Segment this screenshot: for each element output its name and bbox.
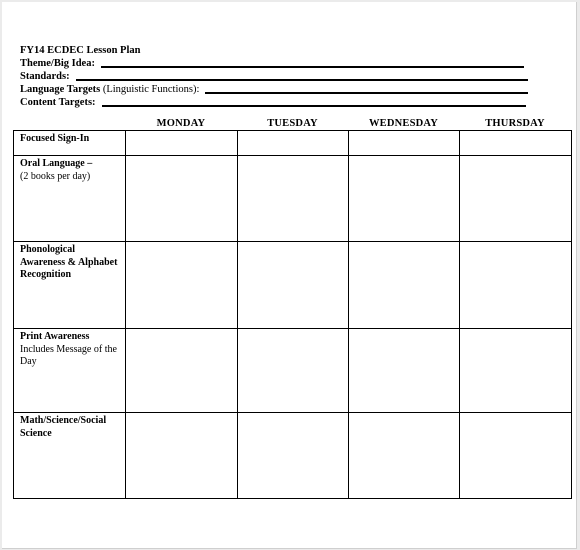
content-targets-fill-line[interactable]: [102, 105, 526, 107]
table-cell[interactable]: [460, 156, 572, 242]
lesson-plan-header: [20, 44, 540, 109]
day-header-tuesday: TUESDAY: [267, 118, 318, 129]
row-label-bold: Focused Sign-In: [20, 133, 90, 144]
table-cell[interactable]: [460, 329, 572, 413]
row-label-focused-sign-in: [14, 131, 126, 156]
theme-label: Theme/Big Idea:: [20, 58, 95, 69]
table-cell[interactable]: [238, 413, 349, 499]
language-targets-line: [20, 83, 528, 96]
row-label-note: Includes Message of the Day: [20, 343, 117, 367]
table-cell[interactable]: [349, 242, 460, 329]
row-label-bold: Phonological Awareness & Alphabet Recognition: [20, 244, 118, 280]
table-cell[interactable]: [126, 413, 238, 499]
theme-fill-line[interactable]: [101, 66, 524, 68]
row-label-bold: Print Awareness: [20, 331, 90, 342]
table-cell[interactable]: [126, 156, 238, 242]
table-row: [14, 156, 572, 242]
row-label-bold: Oral Language –: [20, 158, 93, 169]
document-title-line: [20, 44, 540, 57]
lesson-plan-table: [13, 130, 572, 499]
table-cell[interactable]: [460, 131, 572, 156]
standards-label: Standards:: [20, 71, 70, 82]
table-row: [14, 131, 572, 156]
lesson-plan-page: [2, 2, 577, 549]
table-cell[interactable]: [349, 413, 460, 499]
day-header-wednesday: WEDNESDAY: [368, 118, 439, 129]
row-label-math-science: [14, 413, 126, 499]
document-title: FY14 ECDEC Lesson Plan: [20, 45, 141, 56]
table-cell[interactable]: [238, 242, 349, 329]
table-cell[interactable]: [126, 242, 238, 329]
language-targets-label-sub: (Linguistic Functions):: [102, 84, 200, 95]
table-cell[interactable]: [460, 413, 572, 499]
table-cell[interactable]: [238, 131, 349, 156]
table-cell[interactable]: [349, 131, 460, 156]
table-cell[interactable]: [126, 131, 238, 156]
standards-fill-line[interactable]: [76, 79, 528, 81]
row-label-note: (2 books per day): [20, 170, 91, 182]
theme-line: [20, 57, 524, 70]
table-row: [14, 242, 572, 329]
language-targets-label-main: Language Targets: [20, 84, 101, 95]
language-targets-fill-line[interactable]: [205, 92, 528, 94]
standards-line: [20, 70, 528, 83]
content-targets-label: Content Targets:: [20, 97, 96, 108]
table-cell[interactable]: [349, 329, 460, 413]
row-label-oral-language: [14, 156, 126, 242]
table-cell[interactable]: [238, 156, 349, 242]
table-cell[interactable]: [349, 156, 460, 242]
day-header-thursday: THURSDAY: [485, 118, 545, 129]
table-cell[interactable]: [126, 329, 238, 413]
table-cell[interactable]: [238, 329, 349, 413]
table-row: [14, 329, 572, 413]
row-label-print-awareness: [14, 329, 126, 413]
content-targets-line: [20, 96, 526, 109]
language-targets-label: [20, 83, 199, 96]
day-headers: [125, 118, 571, 129]
row-label-phonological-awareness: [14, 242, 126, 329]
table-cell[interactable]: [460, 242, 572, 329]
row-label-bold: Math/Science/Social Science: [20, 415, 107, 439]
day-header-monday: MONDAY: [156, 118, 206, 129]
table-row: [14, 413, 572, 499]
